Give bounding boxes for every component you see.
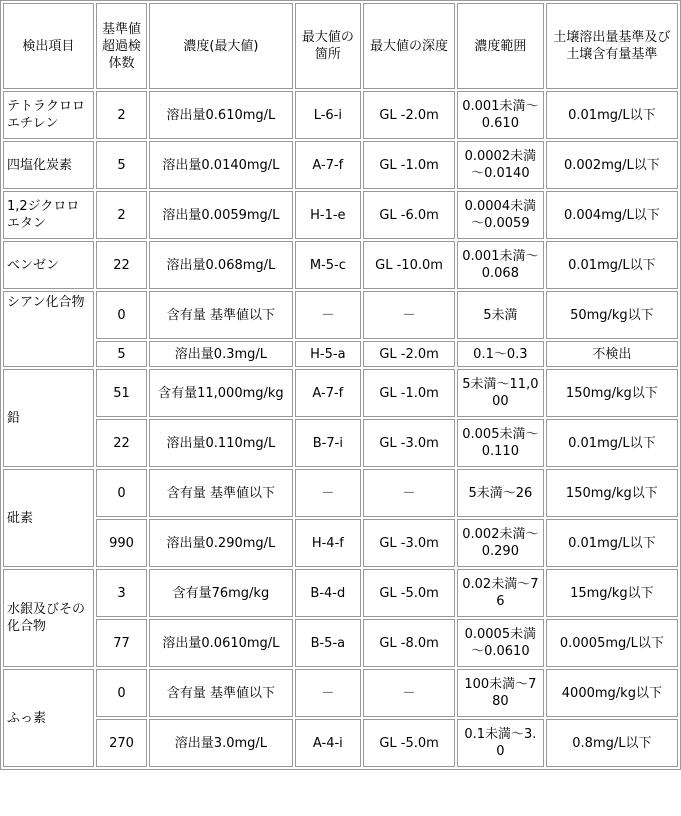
cell-range: 0.02未満～76 [457,569,544,617]
cell-location: － [295,291,362,339]
header-location: 最大値の箇所 [295,3,362,89]
item-name: 四塩化炭素 [3,141,94,189]
cell-count: 22 [96,419,147,467]
cell-count: 0 [96,669,147,717]
table-row [3,719,678,767]
item-name: テトラクロロエチレン [3,91,94,139]
cell-depth: － [363,669,455,717]
cell-standard: 0.01mg/L以下 [546,419,678,467]
cell-range: 5未満～26 [457,469,544,517]
cell-range: 100未満～780 [457,669,544,717]
cell-range: 0.001未満～0.068 [457,241,544,289]
header-concentration: 濃度(最大値) [149,3,292,89]
cell-depth: GL -2.0m [363,91,455,139]
cell-depth: GL -3.0m [363,419,455,467]
item-name: シアン化合物 [3,291,94,367]
cell-standard: 0.01mg/L以下 [546,91,678,139]
cell-concentration: 溶出量0.610mg/L [149,91,292,139]
cell-count: 51 [96,369,147,417]
cell-depth: GL -1.0m [363,369,455,417]
cell-range: 5未満 [457,291,544,339]
cell-location: H-4-f [295,519,362,567]
cell-range: 0.002未満～0.290 [457,519,544,567]
header-depth: 最大値の深度 [363,3,455,89]
cell-count: 5 [96,341,147,367]
cell-standard: 0.8mg/L以下 [546,719,678,767]
cell-range: 0.1～0.3 [457,341,544,367]
header-row [3,3,678,89]
table-row [3,519,678,567]
cell-range: 0.001未満～0.610 [457,91,544,139]
cell-standard: 不検出 [546,341,678,367]
cell-standard: 150mg/kg以下 [546,369,678,417]
item-name: 水銀及びその化合物 [3,569,94,667]
table-row [3,369,678,417]
item-name: 鉛 [3,369,94,467]
cell-standard: 15mg/kg以下 [546,569,678,617]
cell-location: A-7-f [295,369,362,417]
cell-standard: 50mg/kg以下 [546,291,678,339]
cell-location: H-5-a [295,341,362,367]
cell-standard: 0.002mg/L以下 [546,141,678,189]
cell-concentration: 含有量 基準値以下 [149,469,292,517]
cell-location: H-1-e [295,191,362,239]
cell-concentration: 含有量 基準値以下 [149,291,292,339]
cell-standard: 0.01mg/L以下 [546,241,678,289]
cell-count: 5 [96,141,147,189]
cell-depth: GL -8.0m [363,619,455,667]
cell-location: B-4-d [295,569,362,617]
cell-concentration: 溶出量0.068mg/L [149,241,292,289]
cell-depth: GL -3.0m [363,519,455,567]
cell-range: 0.0002未満～0.0140 [457,141,544,189]
table-row [3,241,678,289]
item-name: ベンゼン [3,241,94,289]
cell-concentration: 含有量11,000mg/kg [149,369,292,417]
cell-location: M-5-c [295,241,362,289]
cell-concentration: 溶出量0.110mg/L [149,419,292,467]
cell-standard: 150mg/kg以下 [546,469,678,517]
cell-range: 5未満～11,000 [457,369,544,417]
cell-standard: 4000mg/kg以下 [546,669,678,717]
table-row [3,619,678,667]
cell-location: － [295,669,362,717]
cell-location: L-6-i [295,91,362,139]
cell-depth: GL -5.0m [363,719,455,767]
cell-location: － [295,469,362,517]
item-name: 1,2ジクロロエタン [3,191,94,239]
cell-standard: 0.01mg/L以下 [546,519,678,567]
table-row [3,291,678,339]
cell-location: B-5-a [295,619,362,667]
table-row [3,91,678,139]
item-name: 砒素 [3,469,94,567]
cell-range: 0.005未満～0.110 [457,419,544,467]
cell-concentration: 溶出量0.290mg/L [149,519,292,567]
cell-range: 0.0004未満～0.0059 [457,191,544,239]
cell-concentration: 溶出量3.0mg/L [149,719,292,767]
cell-concentration: 溶出量0.0610mg/L [149,619,292,667]
cell-depth: GL -10.0m [363,241,455,289]
header-standard: 土壌溶出量基準及び土壌含有量基準 [546,3,678,89]
table-row [3,419,678,467]
cell-depth: － [363,291,455,339]
item-name: ふっ素 [3,669,94,767]
cell-depth: GL -2.0m [363,341,455,367]
cell-depth: － [363,469,455,517]
header-item: 検出項目 [3,3,94,89]
table-row [3,191,678,239]
cell-concentration: 含有量 基準値以下 [149,669,292,717]
cell-range: 0.1未満～3.0 [457,719,544,767]
table-row [3,141,678,189]
table-row [3,569,678,617]
cell-count: 22 [96,241,147,289]
header-range: 濃度範囲 [457,3,544,89]
cell-count: 2 [96,91,147,139]
table-row [3,341,678,367]
cell-concentration: 含有量76mg/kg [149,569,292,617]
cell-count: 3 [96,569,147,617]
cell-location: B-7-i [295,419,362,467]
cell-concentration: 溶出量0.3mg/L [149,341,292,367]
cell-concentration: 溶出量0.0059mg/L [149,191,292,239]
cell-location: A-4-i [295,719,362,767]
header-count: 基準値超過検体数 [96,3,147,89]
cell-standard: 0.004mg/L以下 [546,191,678,239]
cell-count: 2 [96,191,147,239]
cell-location: A-7-f [295,141,362,189]
cell-count: 0 [96,469,147,517]
cell-range: 0.0005未満～0.0610 [457,619,544,667]
table-row [3,469,678,517]
cell-depth: GL -1.0m [363,141,455,189]
cell-standard: 0.0005mg/L以下 [546,619,678,667]
cell-depth: GL -6.0m [363,191,455,239]
cell-concentration: 溶出量0.0140mg/L [149,141,292,189]
cell-count: 0 [96,291,147,339]
cell-count: 990 [96,519,147,567]
cell-count: 77 [96,619,147,667]
cell-depth: GL -5.0m [363,569,455,617]
table-row [3,669,678,717]
cell-count: 270 [96,719,147,767]
